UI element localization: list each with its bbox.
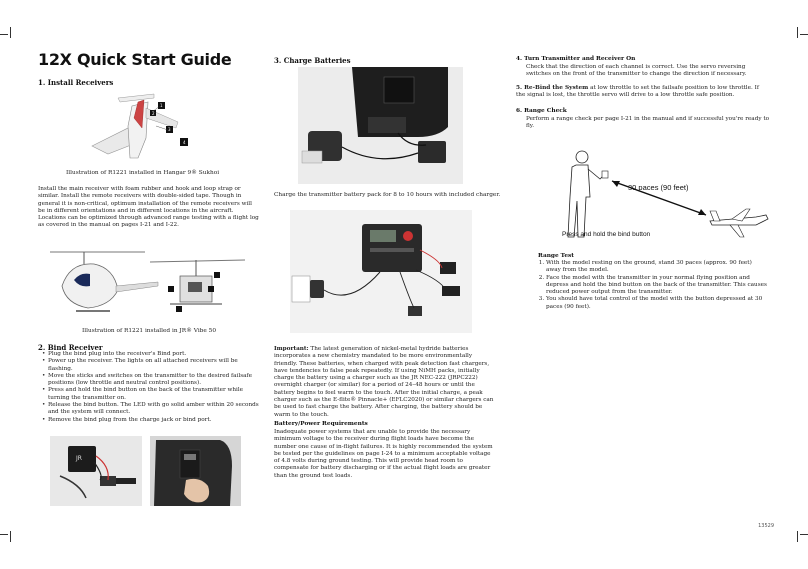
section-1-heading: 1. Install Receivers — [38, 78, 114, 87]
crop-mark — [800, 34, 808, 35]
important-label: Important: — [274, 346, 309, 352]
list-item: • Power up the receiver. The lights on all attached receivers will be flashing. — [48, 358, 262, 373]
list-item: • Move the sticks and switches on the transmitter to the desired failsafe positions (low throttle and neutral control positions). — [48, 373, 262, 388]
crop-mark — [797, 27, 798, 38]
list-item: • Remove the bind plug from the charge jack or bind port. — [48, 417, 262, 424]
crop-mark — [0, 534, 8, 535]
bind-button-label: Press and hold the bind button — [562, 231, 651, 238]
range-test-steps — [536, 260, 768, 311]
figure-marker: 3 — [168, 127, 171, 132]
list-item: 2. Face the model with the transmitter in your normal flying position and depress and hold the bind button on the back of the transmitter. This causes reduced power output from the transmitter. — [546, 275, 768, 297]
transmitter-back-photo — [150, 436, 241, 506]
sukhoi-caption: Illustration of R1221 installed in Hangar 9® Sukhoi — [66, 170, 220, 176]
list-item: 3. You should have total control of the model with the button depressed at 30 paces (90 feet). — [546, 296, 768, 311]
figure-marker: 2 — [152, 111, 155, 116]
important-body: The latest generation of nickel-metal hydride batteries incorporates a new chemistry mandated to be more environmentally friendly. These batteries, when charged with peak detection fast chargers, have tendencies to false peak repeatedly. If using NiMH packs, initially charge the battery using a charger such as the JR NEC-222 (JRPC222) overnight charger (or similar) for a period of 24–48 hours or until the battery begins to feel warm to the touch. After the initial charge, a peak charger such as the E-flite® Pinnacle+ (EFLC2020) or similar chargers can be used to fast charge the battery. After charging, the battery should be warm to the touch. — [274, 346, 494, 418]
range-check-illustration — [560, 145, 775, 245]
section-5 — [516, 85, 770, 100]
crop-mark — [800, 534, 808, 535]
crop-mark — [0, 34, 8, 35]
crop-mark — [10, 531, 11, 542]
figure-marker: 1 — [160, 103, 163, 108]
page-number: 13529 — [758, 523, 774, 529]
list-item: • Plug the bind plug into the receiver's Bind port. — [48, 351, 262, 358]
charge-caption: Charge the transmitter battery pack for 8 to 10 hours with included charger. — [274, 192, 501, 198]
section-1-body: Install the main receiver with foam rubber and hook and loop strap or similar. Install the remote receivers with double-sided tape. Though in general it is non-critical, optimum installation of the remote receivers will be in different orientations and in different locations in the aircraft. Locations can be optimized through advanced range testing with a flight log as covered in the manual on pages I-21 and I-22. — [38, 186, 259, 229]
receiver-photo — [50, 436, 142, 506]
power-body: Inadequate power systems that are unable to provide the necessary minimum voltage to the receiver during flight loads have become the number one cause of in-flight failures. It is highly recommended the system be tested per the guidelines on page I-24 to a minimum acceptable voltage of 4.8 volts during ground testing. This will provide head room to compensate for battery discharging or if the actual flight loads are greater than the ground test loads. — [274, 429, 493, 479]
list-item: • Release the bind button. The LED with go solid amber within 20 seconds and the system will connect. — [48, 402, 262, 417]
bind-steps — [40, 351, 262, 424]
range-distance-label: 30 paces (90 feet) — [628, 183, 689, 192]
section-4-body: Check that the direction of each channel is correct. Use the servo reversing switches on the front of the transmitter to change the direction if necessary. — [526, 64, 747, 78]
range-test-heading: Range Test — [538, 253, 574, 259]
section-2-heading: 2. Bind Receiver — [38, 343, 103, 352]
list-item: • Press and hold the bind button on the back of the transmitter while turning the transmitter on. — [48, 387, 262, 402]
figure-marker: 4 — [183, 140, 186, 145]
list-item: 1. With the model resting on the ground, stand 30 paces (approx. 90 feet) away from the model. — [546, 260, 768, 275]
section-5-heading: 5. Re-Bind the System — [516, 85, 589, 91]
section-5-body: at low throttle to set the failsafe position to low throttle. If the signal is lost, the throttle servo will drive to a low throttle safe position. — [516, 85, 759, 99]
page-title: 12X Quick Start Guide — [38, 50, 232, 69]
vibe50-illustration — [50, 242, 245, 322]
svg-text:JR: JR — [76, 455, 82, 462]
section-4-heading: 4. Turn Transmitter and Receiver On — [516, 56, 636, 62]
section-6-body: Perform a range check per page I-21 in the manual and if successful you're ready to fly. — [526, 116, 770, 130]
vibe50-caption: Illustration of R1221 installed in JR® Vibe 50 — [82, 328, 217, 334]
crop-mark — [10, 27, 11, 38]
section-6-heading: 6. Range Check — [516, 108, 567, 114]
crop-mark — [797, 531, 798, 542]
power-heading: Battery/Power Requirements — [274, 421, 368, 427]
sukhoi-illustration — [88, 88, 196, 165]
section-3-heading: 3. Charge Batteries — [274, 56, 351, 65]
charger-photo — [290, 210, 472, 333]
important-note — [274, 346, 496, 419]
transmitter-charging-photo — [298, 67, 463, 184]
